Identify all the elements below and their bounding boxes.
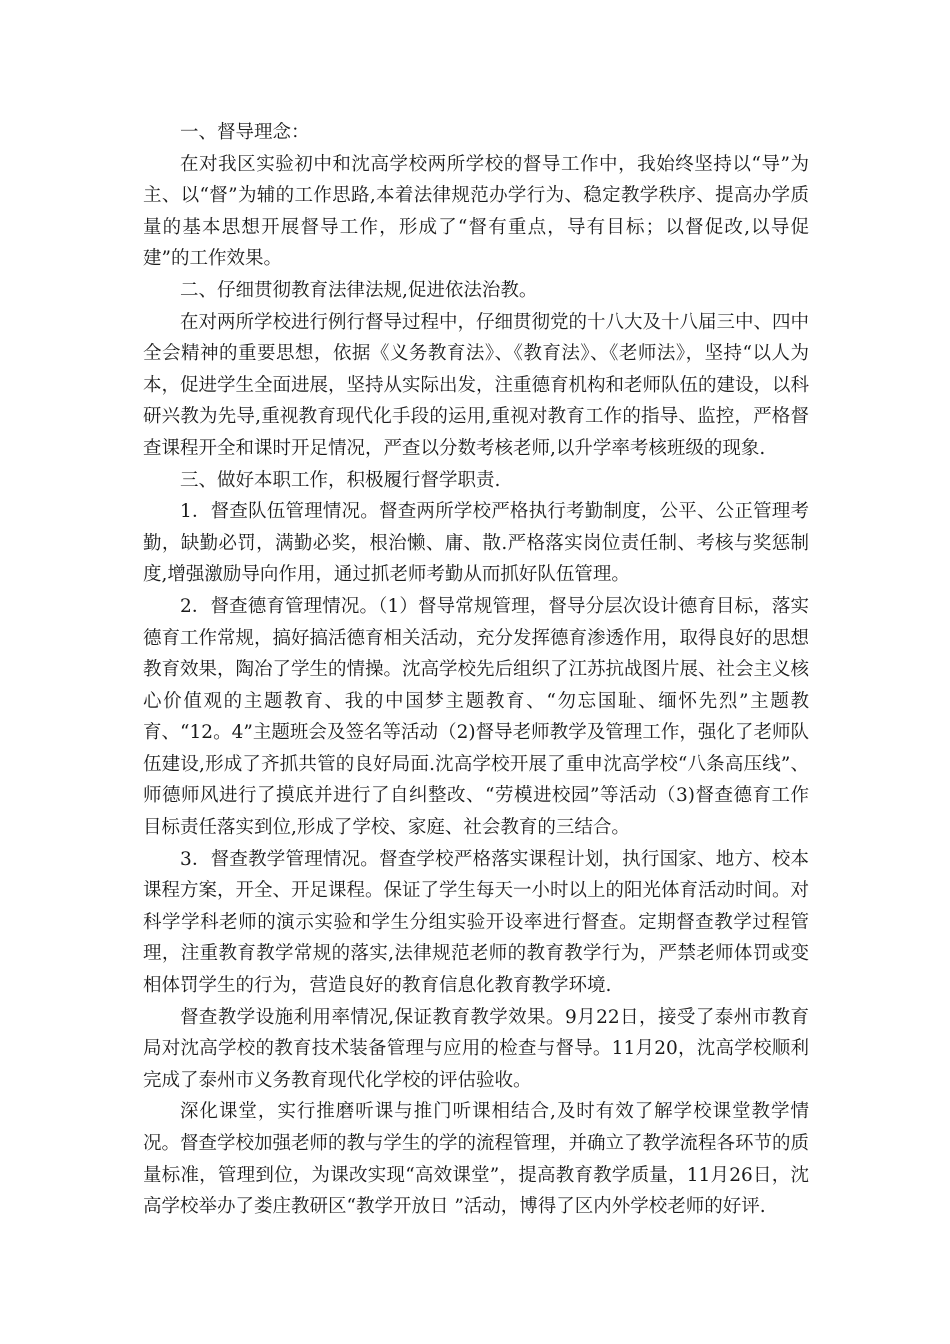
section-heading-1: 一、督导理念： <box>180 122 310 143</box>
paragraph-classroom: 深化课堂，实行推磨听课与推门听课相结合,及时有效了解学校课堂教学情况。督查学校加强老师的教与学生的学的流程管理，并确立了教学流程各环节的质量标准，管理到位，为课改实现“高效课堂”，提高教育教学质量，11月26日，沈高学校举办了娄庄教研区“教学开放日 ”活动，博得了区内外学校老师的好评. <box>143 1101 810 1218</box>
paragraph-philosophy: 在对我区实验初中和沈高学校两所学校的督导工作中，我始终坚持以“导”为主、以“督”为辅的工作思路,本着法律规范办学行为、稳定教学秩序、提高办学质量的基本思想开展督导工作，形成了“督有重点，导有目标；以督促改,以导促建”的工作效果。 <box>143 153 809 270</box>
paragraph-teaching-management: 3．督查教学管理情况。督查学校严格落实课程计划，执行国家、地方、校本课程方案，开全、开足课程。保证了学生每天一小时以上的阳光体育活动时间。对科学学科老师的演示实验和学生分组实验开设率进行督查。定期督查教学过程管理，注重教育教学常规的落实,法律规范老师的教育教学行为，严禁老师体罚或变相体罚学生的行为，营造良好的教育信息化教育教学环境. <box>143 848 810 997</box>
section-heading-2: 二、仔细贯彻教育法律法规,促进依法治教。 <box>180 279 538 301</box>
section-heading-3: 三、做好本职工作，积极履行督学职责. <box>180 469 501 491</box>
document-page <box>143 117 809 1223</box>
paragraph-law: 在对两所学校进行例行督导过程中，仔细贯彻党的十八大及十八届三中、四中全会精神的重要思想，依据《义务教育法》、《教育法》、《老师法》，坚持“以人为本，促进学生全面进展，坚持从实际出发，注重德育机构和老师队伍的建设，以科研兴教为先导,重视教育现代化手段的运用,重视对教育工作的指导、监控，严格督查课程开全和课时开足情况，严查以分数考核老师,以升学率考核班级的现象. <box>143 311 810 459</box>
paragraph-facilities: 督查教学设施利用率情况,保证教育教学效果。9月22日，接受了泰州市教育局对沈高学校的教育技术装备管理与应用的检查与督导。11月20，沈高学校顺利完成了泰州市义务教育现代化学校的评估验收。 <box>143 1006 809 1091</box>
paragraph-moral-education: 2．督查德育管理情况。（1）督导常规管理，督导分层次设计德育目标，落实德育工作常规，搞好搞活德育相关活动，充分发挥德育渗透作用，取得良好的思想教育效果，陶冶了学生的情操。沈高学校先后组织了江苏抗战图片展、社会主义核心价值观的主题教育、我的中国梦主题教育、“勿忘国耻、缅怀先烈”主题教育、“12。4”主题班会及签名等活动（2)督导老师教学及管理工作，强化了老师队伍建设,形成了齐抓共管的良好局面.沈高学校开展了重申沈高学校“八条高压线”、师德师风进行了摸底并进行了自纠整改、“劳模进校园”等活动（3)督查德育工作目标责任落实到位,形成了学校、家庭、社会教育的三结合。 <box>143 595 810 839</box>
paragraph-team-management: 1．督查队伍管理情况。督查两所学校严格执行考勤制度，公平、公正管理考勤，缺勤必罚，满勤必奖，根治懒、庸、散.严格落实岗位责任制、考核与奖惩制度,增强激励导向作用，通过抓老师考勤从而抓好队伍管理。 <box>143 501 809 586</box>
